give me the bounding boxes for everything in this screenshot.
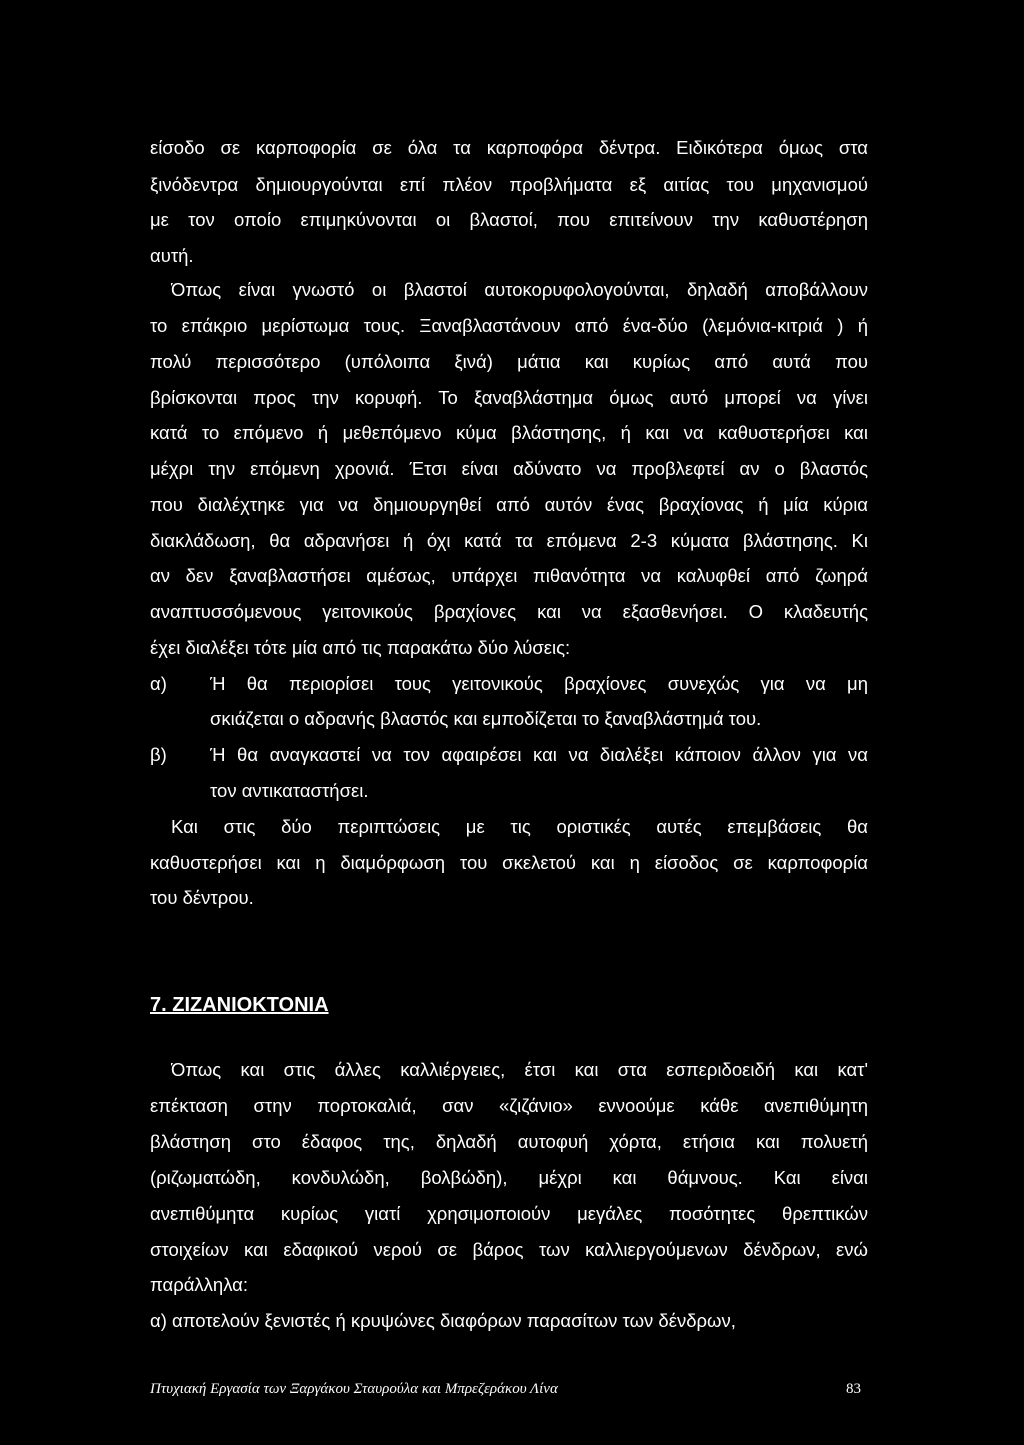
body-line-12: διακλάδωση, θα αδρανήσει ή όχι κατά τα επόμενα 2-3 κύματα βλάστησης. Κι	[150, 530, 868, 551]
closing-line-1: Και στις δύο περιπτώσεις με τις οριστικές αυτές επεμβάσεις θα	[171, 816, 868, 837]
body-line-8: βρίσκονται προς την κορυφή. Το ξαναβλάστημα όμως αυτό μπορεί να γίνει	[150, 387, 868, 408]
list-marker-b: β)	[150, 744, 167, 765]
page-number: 83	[846, 1381, 861, 1397]
body-line-14: αναπτυσσόμενους γειτονικούς βραχίονες και να εξασθενήσει. Ο κλαδευτής	[150, 601, 868, 622]
list-marker-a: α)	[150, 673, 167, 694]
list-item-b-line-1: Ή θα αναγκαστεί να τον αφαιρέσει και να διαλέξει κάποιον άλλον για να	[210, 744, 868, 765]
section-line-8: α) αποτελούν ξενιστές ή κρυψώνες διαφόρων παρασίτων των δένδρων,	[150, 1310, 736, 1331]
section-line-2: επέκταση στην πορτοκαλιά, σαν «ζιζάνιο» εννοούμε κάθε ανεπιθύμητη	[150, 1095, 868, 1116]
section-line-5: ανεπιθύμητα κυρίως γιατί χρησιμοποιούν μεγάλες ποσότητες θρεπτικών	[150, 1203, 868, 1224]
body-line-1: είσοδο σε καρποφορία σε όλα τα καρποφόρα δέντρα. Ειδικότερα όμως στα	[150, 137, 868, 158]
list-item-a-line-1: Ή θα περιορίσει τους γειτονικούς βραχίονες συνεχώς για να μη	[210, 673, 868, 694]
body-line-7: πολύ περισσότερο (υπόλοιπα ξινά) μάτια και κυρίως από αυτά που	[150, 351, 868, 372]
section-line-3: βλάστηση στο έδαφος της, δηλαδή αυτοφυή χόρτα, ετήσια και πολυετή	[150, 1131, 868, 1152]
closing-line-2: καθυστερήσει και η διαμόρφωση του σκελετού και η είσοδος σε καρποφορία	[150, 852, 868, 873]
closing-line-3: του δέντρου.	[150, 887, 254, 908]
body-line-4: αυτή.	[150, 245, 194, 266]
body-line-13: αν δεν ξαναβλαστήσει αμέσως, υπάρχει πιθανότητα να καλυφθεί από ζωηρά	[150, 565, 868, 586]
body-line-6: το επάκριο μερίστωμα τους. Ξαναβλαστάνουν από ένα-δύο (λεμόνια-κιτριά ) ή	[150, 315, 868, 336]
list-item-a-line-2: σκιάζεται ο αδρανής βλαστός και εμποδίζεται το ξαναβλάστημά του.	[210, 708, 762, 729]
body-line-5: Όπως είναι γνωστό οι βλαστοί αυτοκορυφολογούνται, δηλαδή αποβάλλουν	[171, 279, 868, 300]
section-line-1: Όπως και στις άλλες καλλιέργειες, έτσι και στα εσπεριδοειδή και κατ'	[171, 1059, 868, 1080]
section-line-6: στοιχείων και εδαφικού νερού σε βάρος των καλλιεργούμενων δένδρων, ενώ	[150, 1239, 868, 1260]
section-line-7: παράλληλα:	[150, 1274, 249, 1295]
body-line-15: έχει διαλέξει τότε μία από τις παρακάτω δύο λύσεις:	[150, 637, 571, 658]
body-line-3: με τον οποίο επιμηκύνονται οι βλαστοί, που επιτείνουν την καθυστέρηση	[150, 209, 868, 230]
body-line-2: ξινόδεντρα δημιουργούνται επί πλέον προβλήματα εξ αιτίας του μηχανισμού	[150, 174, 868, 195]
body-line-11: που διαλέχτηκε για να δημιουργηθεί από αυτόν ένας βραχίονας ή μία κύρια	[150, 494, 868, 515]
body-line-10: μέχρι την επόμενη χρονιά. Έτσι είναι αδύνατο να προβλεφτεί αν ο βλαστός	[150, 458, 868, 479]
body-line-9: κατά το επόμενο ή μεθεπόμενο κύμα βλάστησης, ή και να καθυστερήσει και	[150, 422, 868, 443]
section-heading: 7. ΖΙΖΑΝΙΟΚΤΟΝΙΑ	[150, 994, 329, 1016]
footer-text: Πτυχιακή Εργασία των Ξαργάκου Σταυρούλα και Μπρεζεράκου Λίνα	[150, 1381, 558, 1397]
section-line-4: (ριζωματώδη, κονδυλώδη, βολβώδη), μέχρι και θάμνους. Και είναι	[150, 1167, 868, 1188]
list-item-b-line-2: τον αντικαταστήσει.	[210, 780, 369, 801]
